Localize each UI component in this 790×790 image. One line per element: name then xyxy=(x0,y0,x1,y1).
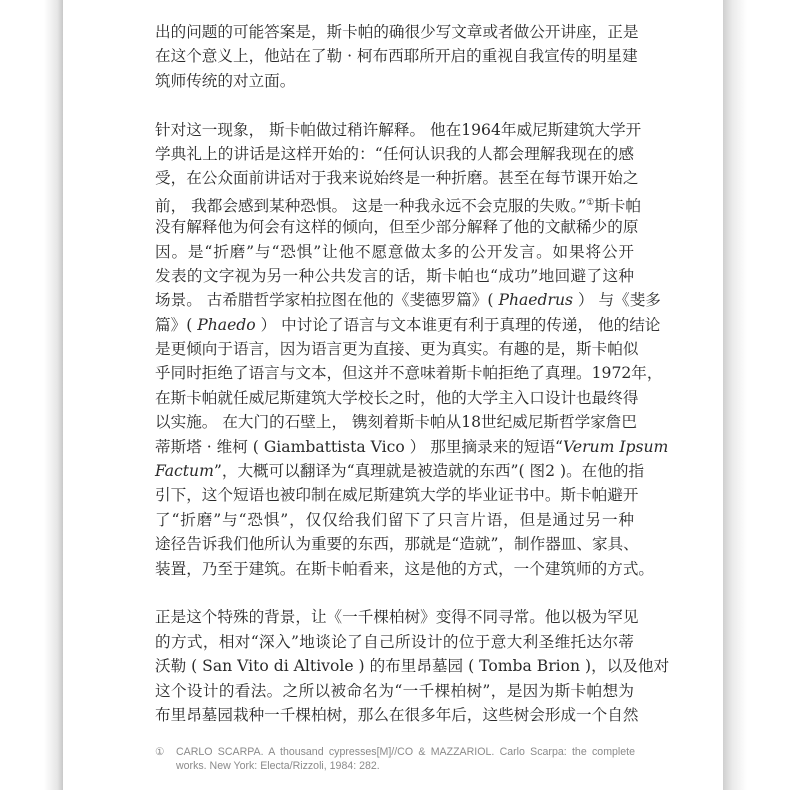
text-line xyxy=(155,630,634,654)
text-line xyxy=(155,118,642,142)
text-segment: 篇》( xyxy=(155,315,198,334)
text-line xyxy=(155,679,634,703)
text-segment: 受，在公众面前讲话对于我来说始终是一种折磨。甚至在每节课开始之 xyxy=(155,169,639,188)
footnote-text: CARLO SCARPA. A thousand cypresses[M]//CO & MAZZARIOL. Carlo Scarpa: the complete works. New York: Electa/Rizzoli, 1984: 282. xyxy=(176,746,635,772)
text-line xyxy=(155,459,645,483)
text-segment: 了“折磨”与“恐惧”，仅仅给我们留下了只言片语，但是通过另一种 xyxy=(155,510,634,529)
text-segment: 在斯卡帕就任威尼斯建筑大学校长之时，他的大学主入口设计也最终得 xyxy=(155,388,639,407)
italic-text: Phaedrus xyxy=(498,291,574,310)
text-line xyxy=(155,337,639,361)
text-segment: 学典礼上的讲话是这样开始的：“任何认识我的人都会理解我现在的感 xyxy=(155,144,634,163)
text-line xyxy=(155,386,639,410)
text-segment: 筑师传统的对立面。 xyxy=(155,71,296,90)
text-segment: 没有解释他为何会有这样的倾向，但至少部分解释了他的文献稀少的原 xyxy=(155,218,639,237)
text-segment: 斯卡帕 xyxy=(594,196,641,215)
text-segment: ”，大概可以翻译为“真理就是被造就的东西”( 图2 )。在他的指 xyxy=(213,462,645,481)
text-segment: 场景。 古希腊哲学家柏拉图在他的《斐德罗篇》( xyxy=(155,291,499,310)
text-line xyxy=(155,44,638,68)
text-segment: 出的问题的可能答案是，斯卡帕的确很少写文章或者做公开讲座，正是 xyxy=(155,23,639,41)
text-line xyxy=(155,557,655,581)
text-segment: 因。是“折磨”与“恐惧”让他不愿意做太多的公开发言。如果将公开 xyxy=(155,242,634,261)
paragraph-gap xyxy=(155,93,634,117)
text-line xyxy=(155,264,634,288)
text-line xyxy=(155,532,639,556)
text-segment: 布里昂墓园栽种一千棵柏树，那么在很多年后，这些树会形成一个自然 xyxy=(155,705,639,724)
italic-text: Factum xyxy=(155,462,214,481)
text-line xyxy=(155,69,634,93)
text-segment: ） 中讨论了语言与文本谁更有利于真理的传递， 他的结论 xyxy=(255,315,661,334)
italic-text: Verum Ipsum xyxy=(563,437,669,456)
page-shadow-right xyxy=(723,0,747,790)
text-segment: 装置，乃至于建筑。在斯卡帕看来，这是他的方式，一个建筑师的方式。 xyxy=(155,559,655,578)
body-text xyxy=(155,20,670,727)
paragraph xyxy=(155,605,670,727)
paragraph xyxy=(155,20,639,93)
text-segment: ） 与《斐多 xyxy=(573,291,661,310)
text-line xyxy=(155,508,634,532)
text-segment: 是更倾向于语言，因为语言更为直接、更为真实。有趣的是，斯卡帕似 xyxy=(155,340,639,359)
text-segment: 正是这个特殊的背景，让《一千棵柏树》变得不同寻常。他以极为罕见 xyxy=(155,608,639,627)
text-line xyxy=(155,361,663,385)
paragraph xyxy=(155,118,669,581)
text-segment: 蒂斯塔 · 维柯 ( Giambattista Vico ） 那里摘录来的短语“ xyxy=(155,437,564,456)
text-line xyxy=(155,410,637,434)
text-line xyxy=(155,435,669,459)
text-segment: 乎同时拒绝了语言与文本，但这并不意味着斯卡帕拒绝了真理。1972年， xyxy=(155,364,663,383)
text-segment: 在这个意义上，他站在了勒 · 柯布西耶所开启的重视自我宣传的明星建 xyxy=(155,47,638,66)
footnote-reference[interactable]: ① xyxy=(586,197,595,208)
text-segment: 前， 我都会感到某种恐惧。 这是一种我永远不会克服的失败。” xyxy=(155,196,587,215)
text-line xyxy=(155,191,641,215)
text-line xyxy=(155,240,634,264)
text-segment: 针对这一现象， 斯卡帕做过稍许解释。 他在1964年威尼斯建筑大学开 xyxy=(155,120,642,139)
text-segment: 沃勒 ( San Vito di Altivole ) 的布里昂墓园 ( Tomba Brion )，以及他对 xyxy=(155,657,670,676)
text-segment: 发表的文字视为另一种公共发言的话，斯卡帕也“成功”地回避了这种 xyxy=(155,266,634,285)
text-line xyxy=(155,703,639,727)
text-segment: 途径告诉我们他所认为重要的东西，那就是“造就”，制作器皿、家具、 xyxy=(155,535,639,554)
italic-text: Phaedo xyxy=(197,315,256,334)
text-line xyxy=(155,215,639,239)
text-segment: 的方式，相对“深入”地谈论了自己所设计的位于意大利圣维托达尔蒂 xyxy=(155,632,634,651)
page-shadow-left xyxy=(44,0,63,790)
text-line xyxy=(155,142,634,166)
text-line xyxy=(155,654,670,678)
text-line xyxy=(155,605,639,629)
footnote xyxy=(155,745,635,773)
text-line xyxy=(155,313,661,337)
paragraph-gap xyxy=(155,581,634,605)
text-line xyxy=(155,483,639,507)
text-segment: 引下，这个短语也被印制在威尼斯建筑大学的毕业证书中。斯卡帕避开 xyxy=(155,486,639,505)
text-line xyxy=(155,20,639,44)
text-line xyxy=(155,288,661,312)
text-line xyxy=(155,166,639,190)
text-segment: 以实施。 在大门的石壁上， 镌刻着斯卡帕从18世纪威尼斯哲学家詹巴 xyxy=(155,413,637,432)
text-segment: 这个设计的看法。之所以被命名为“一千棵柏树”，是因为斯卡帕想为 xyxy=(155,681,634,700)
footnote-marker: ① xyxy=(155,746,165,758)
